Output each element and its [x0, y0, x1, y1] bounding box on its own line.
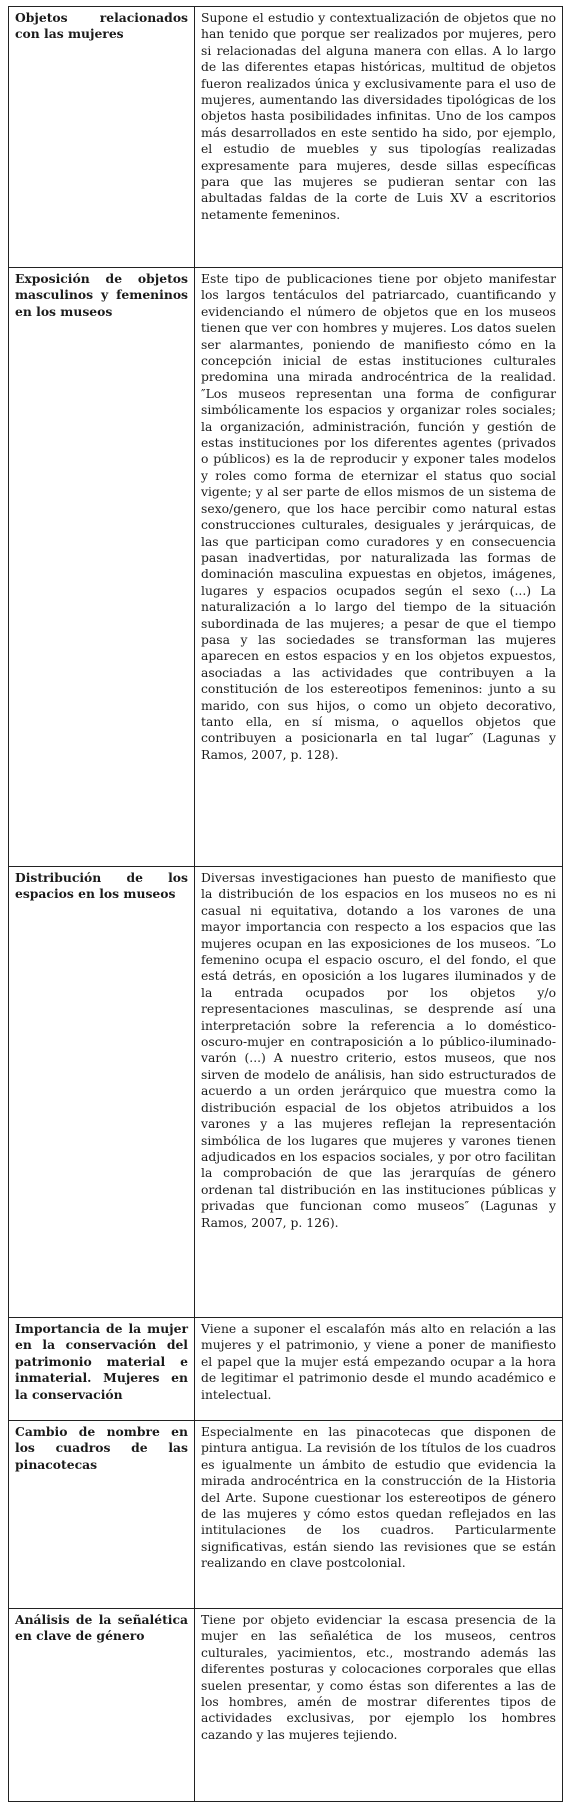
topic-text: Exposición de objetos masculinos y femeninos en los museos — [15, 271, 188, 319]
table-row — [9, 1318, 563, 1421]
description-cell — [195, 867, 563, 1318]
description-text: Tiene por objeto evidenciar la escasa presencia de la mujer en las señalética de los museos, centros culturales, yacimientos, etc., mostrando además las diferentes posturas y colocaciones corporales que ellas suelen presentar, y como éstas son diferentes a las de los hombres, amén de mostrar diferentes tipos de actividades exclusivas, por ejemplo los hombres cazando y las mujeres tejiendo. — [201, 1613, 556, 1742]
description-text: Este tipo de publicaciones tiene por objeto manifestar los largos tentáculos del patriarcado, cuantificando y evidenciando el número de objetos que en los museos tienen que ver con hombres y mujeres. Los datos suelen ser alarmantes, poniendo de manifiesto cómo en la concepción inicial de estas instituciones culturales predomina una mirada androcéntrica de la realidad. ″Los museos representan una forma de configurar simbólicamente los espacios y organizar roles sociales; la organización, administración, función y gestión de estas instituciones por los diferentes agentes (privados o públicos) es la de reproducir y exponer tales modelos y roles como forma de eternizar el status quo social vigente; y al ser parte de ellos mismos de un sistema de sexo/genero, que los hace percibir como natural estas construcciones culturales, desiguales y jerárquicas, de las que participan como curadores y en consecuencia pasan inadvertidas, por naturalizada las formas de dominación masculina expuestas en objetos, imágenes, lugares y espacios ocupados según el sexo (...) La naturalización a lo largo del tiempo de la situación subordinada de las mujeres; a pesar de que el tiempo pasa y las sociedades se transforman las mujeres aparecen en estos espacios y en los objetos expuestos, asociadas a las actividades que contribuyen a la constitución de los estereotipos femeninos: junto a su marido, con sus hijos, o como un objeto decorativo, tanto ella, en sí misma, o aquellos objetos que contribuyen a posicionarla en tal lugar″ (Lagunas y Ramos, 2007, p. 128). — [201, 272, 556, 762]
topic-cell — [9, 7, 195, 268]
table-row — [9, 867, 563, 1318]
topic-cell — [9, 1318, 195, 1421]
topic-text: Objetos relacionados con las mujeres — [15, 10, 188, 42]
topic-text: Importancia de la mujer en la conservación del patrimonio material e inmaterial. Mujeres en la conservación — [15, 1321, 188, 1402]
topics-table — [8, 6, 563, 1802]
table-row — [9, 1421, 563, 1609]
description-cell — [195, 1609, 563, 1802]
topic-cell — [9, 867, 195, 1318]
table-row — [9, 7, 563, 268]
description-cell — [195, 1318, 563, 1421]
topic-cell — [9, 1609, 195, 1802]
description-text: Viene a suponer el escalafón más alto en relación a las mujeres y el patrimonio, y viene a poner de manifiesto el papel que la mujer está empezando ocupar a la hora de legitimar el patrimonio desde el mundo académico e intelectual. — [201, 1322, 556, 1402]
topic-cell — [9, 1421, 195, 1609]
topic-text: Análisis de la señalética en clave de género — [15, 1612, 188, 1644]
topic-text: Cambio de nombre en los cuadros de las pinacotecas — [15, 1424, 188, 1472]
description-text: Diversas investigaciones han puesto de manifiesto que la distribución de los espacios en los museos no es ni casual ni equitativa, dotando a los varones de una mayor importancia con respecto a los espacios que las mujeres ocupan en las exposiciones de los museos. ″Lo femenino ocupa el espacio oscuro, el del fondo, el que está detrás, en oposición a los lugares iluminados y de la entrada ocupados por los objetos y/o representaciones masculinas, se desprende así una interpretación sobre la referencia a lo doméstico-oscuro-mujer en contraposición a lo público-iluminado-varón (...) A nuestro criterio, estos museos, que nos sirven de modelo de análisis, han sido estructurados de acuerdo a un orden jerárquico que muestra como la distribución espacial de los objetos atribuidos a los varones y a las mujeres reflejan la representación simbólica de los lugares que mujeres y varones tienen adjudicados en los espacios sociales, y por otro facilitan la comprobación de que las jerarquías de género ordenan tal distribución en las instituciones públicas y privadas que funcionan como museos″ (Lagunas y Ramos, 2007, p. 126). — [201, 871, 556, 1230]
topic-cell — [9, 268, 195, 867]
description-cell — [195, 7, 563, 268]
table-row — [9, 268, 563, 867]
description-cell — [195, 268, 563, 867]
description-text: Supone el estudio y contextualización de objetos que no han tenido que porque ser realizados por mujeres, pero si relacionadas del alguna manera con ellas. A lo largo de las diferentes etapas históricas, multitud de objetos fueron realizados única y exclusivamente para el uso de mujeres, aumentando las diversidades tipológicas de los objetos hasta posibilidades infinitas. Uno de los campos más desarrollados en este sentido ha sido, por ejemplo, el estudio de muebles y sus tipologías realizadas expresamente para mujeres, desde sillas específicas para que las mujeres se pudieran sentar con las abultadas faldas de la corte de Luis XV a escritorios netamente femeninos. — [201, 11, 556, 222]
description-cell — [195, 1421, 563, 1609]
description-text: Especialmente en las pinacotecas que disponen de pintura antigua. La revisión de los títulos de los cuadros es igualmente un ámbito de estudio que evidencia la mirada androcéntrica en la construcción de la Historia del Arte. Supone cuestionar los estereotipos de género de las mujeres y cómo estos quedan reflejados en las intitulaciones de los cuadros. Particularmente significativas, están siendo las revisiones que se están realizando en clave postcolonial. — [201, 1425, 556, 1571]
table-row — [9, 1609, 563, 1802]
topic-text: Distribución de los espacios en los museos — [15, 870, 188, 902]
